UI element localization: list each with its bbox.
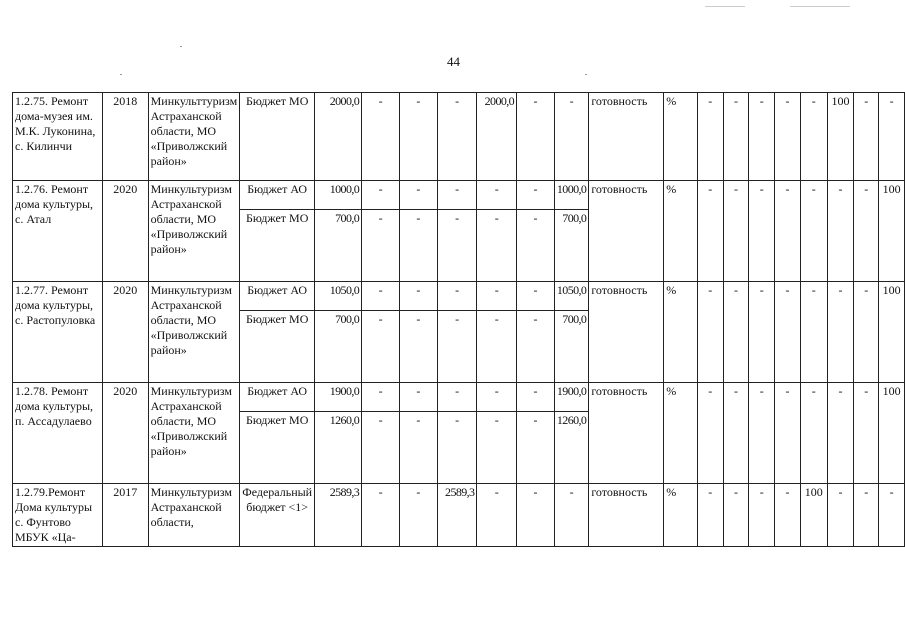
funding-year-value: 2589,3: [437, 484, 477, 547]
target-value: -: [827, 383, 854, 484]
funding-total: 1260,0: [315, 412, 362, 484]
table-row: [13, 93, 905, 181]
scan-speck: [180, 46, 182, 47]
page-number: 44: [447, 54, 460, 69]
indicator-unit: %: [664, 282, 698, 383]
measure-year: 2020: [102, 282, 148, 383]
funding-year-value: -: [400, 181, 438, 210]
funding-year-value: -: [437, 311, 477, 383]
target-value: -: [827, 181, 854, 282]
scan-speck: [790, 6, 850, 7]
indicator-unit: %: [664, 181, 698, 282]
target-value: -: [749, 282, 775, 383]
funding-total: 1050,0: [315, 282, 362, 311]
scan-speck: [585, 74, 587, 75]
funding-year-value: -: [437, 282, 477, 311]
funding-year-value: -: [517, 210, 555, 282]
target-value: -: [827, 282, 854, 383]
funding-total: 700,0: [315, 210, 362, 282]
target-value: -: [800, 181, 827, 282]
funding-year-value: -: [517, 383, 555, 412]
funding-year-value: -: [400, 412, 438, 484]
funding-source: Бюджет МО: [240, 412, 315, 484]
indicator-name: готовность: [589, 383, 664, 484]
funding-year-value: 1000,0: [554, 181, 588, 210]
funding-source: Бюджет МО: [240, 311, 315, 383]
funding-year-value: -: [517, 282, 555, 311]
funding-year-value: -: [437, 210, 477, 282]
funding-year-value: 700,0: [554, 210, 588, 282]
funding-year-value: -: [400, 311, 438, 383]
scan-speck: [120, 74, 122, 75]
target-value: -: [749, 484, 775, 547]
funding-year-value: 2000,0: [477, 93, 517, 181]
funding-year-value: 700,0: [554, 311, 588, 383]
indicator-name: готовность: [589, 282, 664, 383]
target-value: -: [723, 181, 749, 282]
funding-year-value: -: [517, 412, 555, 484]
funding-year-value: -: [477, 210, 517, 282]
target-value: -: [827, 484, 854, 547]
funding-total: 1000,0: [315, 181, 362, 210]
funding-year-value: -: [362, 484, 400, 547]
funding-total: 700,0: [315, 311, 362, 383]
funding-year-value: -: [554, 93, 588, 181]
funding-year-value: -: [400, 93, 438, 181]
target-value: -: [723, 282, 749, 383]
funding-year-value: -: [400, 383, 438, 412]
funding-year-value: -: [400, 484, 438, 547]
funding-source: Бюджет МО: [240, 93, 315, 181]
funding-year-value: -: [362, 412, 400, 484]
funding-year-value: -: [477, 282, 517, 311]
funding-source: Бюджет МО: [240, 210, 315, 282]
indicator-name: готовность: [589, 93, 664, 181]
funding-year-value: -: [437, 383, 477, 412]
target-value: -: [697, 93, 723, 181]
measure-name: 1.2.75. Ремонт дома-музея им. М.К. Луконина, с. Килинчи: [13, 93, 103, 181]
table-row: [13, 383, 905, 412]
measure-executor: Минкультуризм Астраханской области, МО «Приволжский район»: [148, 181, 240, 282]
target-value: -: [775, 383, 801, 484]
target-value: -: [775, 93, 801, 181]
target-value: -: [697, 282, 723, 383]
funding-total: 1900,0: [315, 383, 362, 412]
target-value: 100: [879, 181, 905, 282]
target-value: 100: [879, 282, 905, 383]
funding-year-value: -: [400, 282, 438, 311]
target-value: -: [697, 383, 723, 484]
funding-year-value: 1260,0: [554, 412, 588, 484]
measure-year: 2020: [102, 181, 148, 282]
measure-executor: Минкультуризм Астраханской области, МО «Приволжский район»: [148, 282, 240, 383]
table-row: [13, 181, 905, 210]
indicator-name: готовность: [589, 484, 664, 547]
target-value: -: [775, 484, 801, 547]
measure-name: 1.2.77. Ремонт дома культуры, с. Растопуловка: [13, 282, 103, 383]
measure-name: 1.2.78. Ремонт дома культуры, п. Ассадулаево: [13, 383, 103, 484]
measure-year: 2020: [102, 383, 148, 484]
funding-year-value: -: [362, 282, 400, 311]
funding-year-value: -: [437, 93, 477, 181]
indicator-unit: %: [664, 484, 698, 547]
measure-year: 2018: [102, 93, 148, 181]
target-value: -: [723, 484, 749, 547]
funding-year-value: -: [362, 181, 400, 210]
target-value: -: [879, 93, 905, 181]
funding-year-value: -: [437, 181, 477, 210]
target-value: -: [697, 181, 723, 282]
measure-executor: Минкультуризм Астраханской области,: [148, 484, 240, 547]
measure-executor: Минкульттуризм Астраханской области, МО «Приволжский район»: [148, 93, 240, 181]
indicator-unit: %: [664, 93, 698, 181]
measure-year: 2017: [102, 484, 148, 547]
target-value: -: [854, 383, 879, 484]
target-value: -: [800, 282, 827, 383]
funding-year-value: -: [477, 412, 517, 484]
indicator-unit: %: [664, 383, 698, 484]
program-table: [12, 92, 905, 547]
indicator-name: готовность: [589, 181, 664, 282]
target-value: -: [749, 181, 775, 282]
funding-year-value: -: [362, 311, 400, 383]
funding-year-value: 1050,0: [554, 282, 588, 311]
target-value: 100: [827, 93, 854, 181]
funding-year-value: -: [554, 484, 588, 547]
table-row: [13, 484, 905, 547]
target-value: -: [723, 383, 749, 484]
scan-speck: [705, 6, 745, 7]
target-value: -: [854, 484, 879, 547]
funding-year-value: -: [362, 383, 400, 412]
funding-year-value: 1900,0: [554, 383, 588, 412]
target-value: -: [697, 484, 723, 547]
target-value: -: [854, 282, 879, 383]
target-value: -: [723, 93, 749, 181]
target-value: -: [854, 93, 879, 181]
target-value: -: [749, 93, 775, 181]
target-value: 100: [800, 484, 827, 547]
funding-year-value: -: [477, 181, 517, 210]
target-value: 100: [879, 383, 905, 484]
funding-source: Федеральный бюджет <1>: [240, 484, 315, 547]
funding-year-value: -: [517, 311, 555, 383]
target-value: -: [749, 383, 775, 484]
target-value: -: [854, 181, 879, 282]
funding-year-value: -: [477, 383, 517, 412]
funding-source: Бюджет АО: [240, 282, 315, 311]
funding-total: 2000,0: [315, 93, 362, 181]
funding-source: Бюджет АО: [240, 181, 315, 210]
target-value: -: [879, 484, 905, 547]
funding-year-value: -: [517, 484, 555, 547]
target-value: -: [775, 282, 801, 383]
funding-year-value: -: [437, 412, 477, 484]
target-value: -: [800, 383, 827, 484]
funding-total: 2589,3: [315, 484, 362, 547]
measure-name: 1.2.76. Ремонт дома культуры, с. Атал: [13, 181, 103, 282]
funding-year-value: -: [517, 93, 555, 181]
measure-name: 1.2.79.Ремонт Дома культуры с. Фунтово МБУК «Ца-: [13, 484, 103, 547]
target-value: -: [775, 181, 801, 282]
target-value: -: [800, 93, 827, 181]
funding-source: Бюджет АО: [240, 383, 315, 412]
funding-year-value: -: [477, 484, 517, 547]
measure-executor: Минкультуризм Астраханской области, МО «Приволжский район»: [148, 383, 240, 484]
funding-year-value: -: [517, 181, 555, 210]
funding-year-value: -: [362, 210, 400, 282]
funding-year-value: -: [362, 93, 400, 181]
table-row: [13, 282, 905, 311]
funding-year-value: -: [477, 311, 517, 383]
funding-year-value: -: [400, 210, 438, 282]
